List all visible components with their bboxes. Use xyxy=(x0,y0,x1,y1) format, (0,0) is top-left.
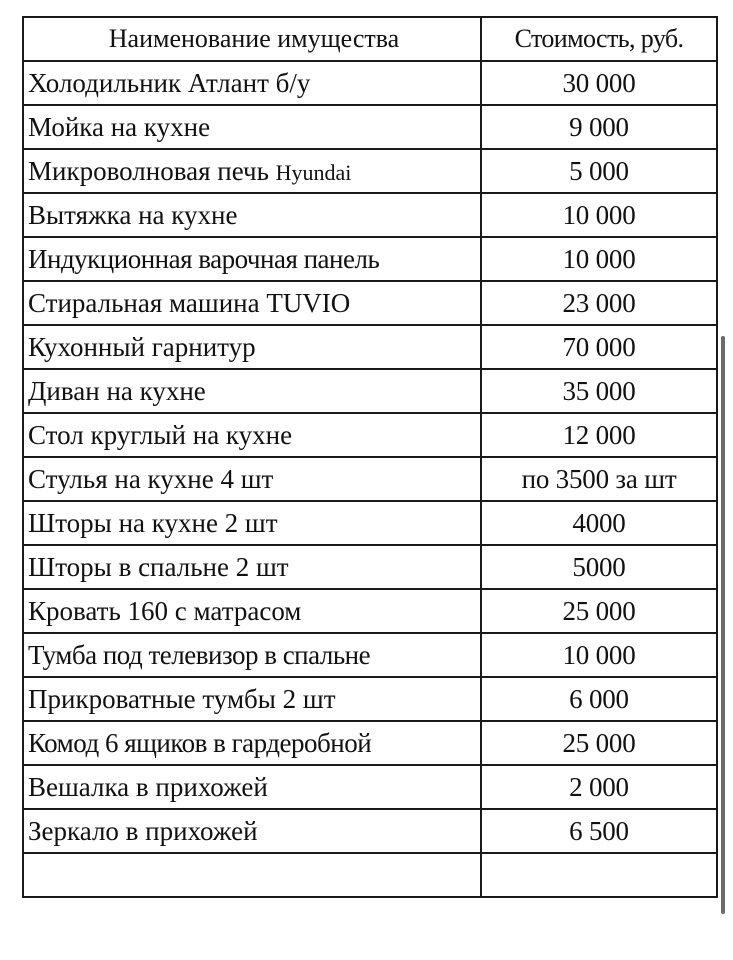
item-cost: 35 000 xyxy=(481,369,717,413)
table-row xyxy=(23,193,717,237)
item-name: Прикроватные тумбы 2 шт xyxy=(23,677,481,721)
item-name-cell xyxy=(23,149,481,193)
table-row xyxy=(23,369,717,413)
item-name: Шторы на кухне 2 шт xyxy=(23,501,481,545)
header-cost-cell: Стоимость, руб. xyxy=(481,17,717,61)
item-name: Шторы в спальне 2 шт xyxy=(23,545,481,589)
table-row-empty xyxy=(23,853,717,897)
table-row xyxy=(23,413,717,457)
table-row xyxy=(23,457,717,501)
item-cost xyxy=(481,853,717,897)
item-cost: 5000 xyxy=(481,545,717,589)
vertical-scrollbar[interactable] xyxy=(721,336,725,914)
item-cost: 12 000 xyxy=(481,413,717,457)
item-cost: 10 000 xyxy=(481,633,717,677)
item-name: Тумба под телевизор в спальне xyxy=(23,633,481,677)
item-cost: по 3500 за шт xyxy=(481,457,717,501)
table-row xyxy=(23,325,717,369)
item-cost: 25 000 xyxy=(481,721,717,765)
header-name-cell: Наименование имущества xyxy=(23,17,481,61)
table-row xyxy=(23,677,717,721)
table-row xyxy=(23,237,717,281)
item-name: Диван на кухне xyxy=(23,369,481,413)
item-name: Стол круглый на кухне xyxy=(23,413,481,457)
item-name: Мойка на кухне xyxy=(23,105,481,149)
table-row xyxy=(23,105,717,149)
table-row xyxy=(23,61,717,105)
table-row xyxy=(23,765,717,809)
item-cost: 5 000 xyxy=(481,149,717,193)
item-cost: 9 000 xyxy=(481,105,717,149)
table-row xyxy=(23,501,717,545)
property-table xyxy=(22,16,718,898)
item-cost: 6 000 xyxy=(481,677,717,721)
item-name: Комод 6 ящиков в гардеробной xyxy=(23,721,481,765)
item-cost: 4000 xyxy=(481,501,717,545)
item-cost: 10 000 xyxy=(481,237,717,281)
table-row xyxy=(23,809,717,853)
item-cost: 70 000 xyxy=(481,325,717,369)
item-name: Зеркало в прихожей xyxy=(23,809,481,853)
item-cost: 23 000 xyxy=(481,281,717,325)
item-name xyxy=(23,853,481,897)
item-name: Стулья на кухне 4 шт xyxy=(23,457,481,501)
item-cost: 10 000 xyxy=(481,193,717,237)
table-header-row xyxy=(23,17,717,61)
item-cost: 2 000 xyxy=(481,765,717,809)
item-name: Кухонный гарнитур xyxy=(23,325,481,369)
item-cost: 6 500 xyxy=(481,809,717,853)
table-row xyxy=(23,633,717,677)
item-name: Холодильник Атлант б/у xyxy=(23,61,481,105)
item-name: Кровать 160 с матрасом xyxy=(23,589,481,633)
item-name-suffix: Hyundai xyxy=(275,159,352,185)
item-name: Микроволновая печь xyxy=(28,155,269,186)
item-name: Стиральная машина TUVIO xyxy=(23,281,481,325)
item-name: Вытяжка на кухне xyxy=(23,193,481,237)
item-cost: 25 000 xyxy=(481,589,717,633)
table-row xyxy=(23,281,717,325)
table-row xyxy=(23,545,717,589)
item-cost: 30 000 xyxy=(481,61,717,105)
table-row xyxy=(23,589,717,633)
item-name: Индукционная варочная панель xyxy=(23,237,481,281)
item-name: Вешалка в прихожей xyxy=(23,765,481,809)
table-row xyxy=(23,721,717,765)
table-row xyxy=(23,149,717,193)
